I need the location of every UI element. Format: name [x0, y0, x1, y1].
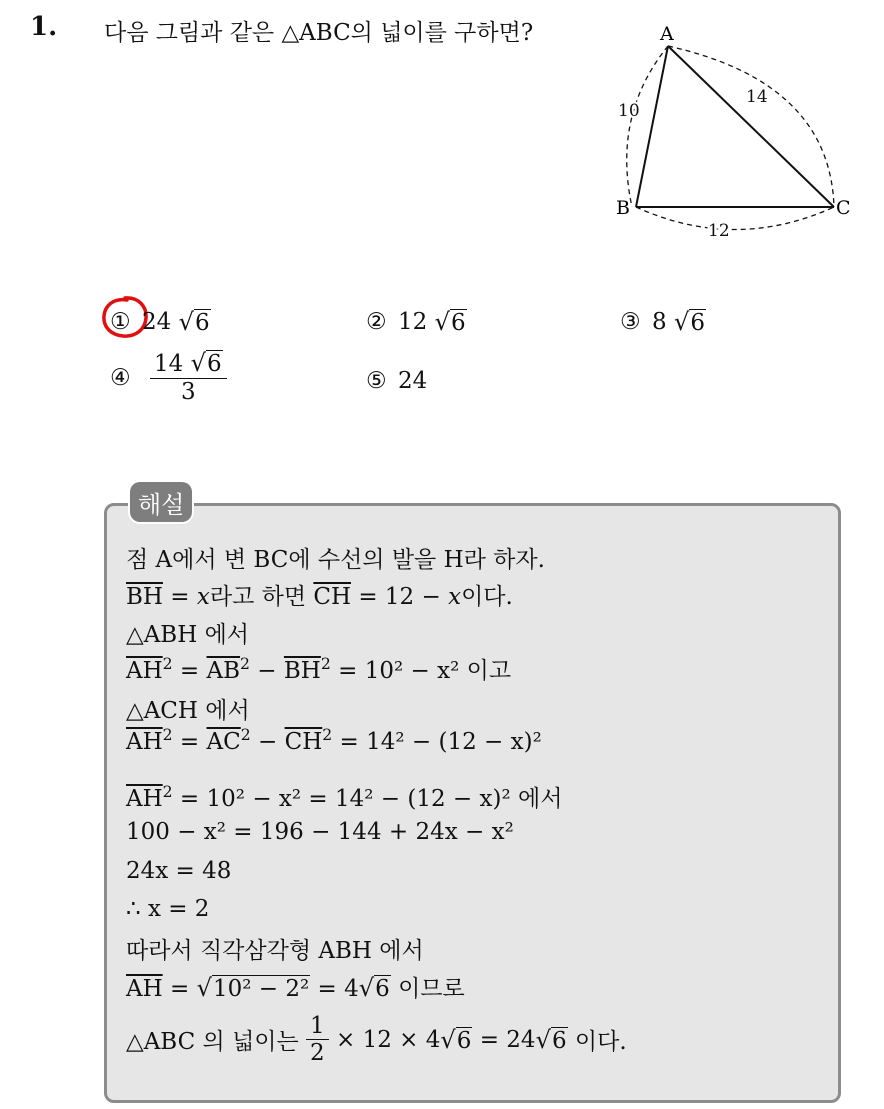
choice-2[interactable]: ② 12 √6 [366, 308, 466, 336]
l4-ah: $\overline{AH}$ [126, 658, 163, 684]
vertex-c-label: C [836, 197, 851, 219]
side-ab-label: 10 [618, 101, 640, 121]
l4-tail: = 10² − x² 이고 [330, 658, 512, 684]
solution-tag: 해설 [130, 482, 192, 522]
l13-mid2: = 24 [472, 1026, 536, 1053]
segment-bh: $\overline{BH}$ [126, 584, 163, 610]
solution-line-10: ∴ x = 2 [126, 896, 210, 922]
solution-line-7: $\overline{AH}^2 = 10^2 - x^2 = 14^2 - (12 - x)^2$ 에서 [126, 782, 563, 812]
l13-radicand: 6 [456, 1027, 472, 1054]
l6-tail: = 14² − (12 − x)² [332, 729, 542, 755]
choice-1-coef: 24 [142, 309, 172, 335]
l13-mid: × 12 × 4 [328, 1026, 441, 1053]
choice-4-denominator: 3 [180, 378, 196, 405]
solution-line-13: △ABC 의 넓이는 $\frac{1}{2}$ × 12 × 4 √6 = 24 √6 이다. [126, 1013, 627, 1067]
l6-ah: $\overline{AH}$ [126, 729, 163, 755]
l13-radicand-2: 6 [551, 1027, 567, 1054]
choice-1[interactable]: ① 24 √6 [110, 308, 210, 336]
l4-bh: $\overline{BH}$ [283, 658, 321, 684]
vertex-b-label: B [616, 197, 630, 219]
choice-1-mark: ① [110, 309, 131, 335]
solution-line-3: △ABH 에서 [126, 622, 250, 648]
choice-5-mark: ⑤ [366, 368, 387, 394]
l4-ab: $\overline{AB}$ [206, 658, 241, 684]
l13-end: 이다. [567, 1029, 627, 1056]
choice-4-mark: ④ [110, 364, 131, 391]
choice-3-radicand: 6 [690, 310, 705, 336]
l12-end: 이므로 [390, 976, 465, 1002]
choice-2-radicand: 6 [450, 310, 466, 336]
l12-radicand: 10² − 2² [212, 976, 310, 1002]
solution-line-12: $\overline{AH} = √10^2 - 2^2 = 4√6$ 이므로 [126, 974, 465, 1002]
segment-ch: $\overline{CH}$ [313, 584, 352, 610]
l2-eq: = [162, 584, 197, 610]
l7-tail: = 10² − x² = 14² − (12 − x)² 에서 [172, 786, 563, 812]
question-number: 1. [30, 12, 58, 42]
l7-ah: $\overline{AH}$ [126, 786, 163, 812]
choice-1-radicand: 6 [194, 310, 210, 336]
l12-ah: $\overline{AH}$ [126, 976, 163, 1002]
side-ac-label: 14 [746, 87, 768, 107]
choice-4[interactable] [110, 350, 227, 405]
l13-start: △ABC 의 넓이는 [126, 1029, 307, 1056]
l12-mid: = 4 [310, 976, 359, 1002]
solution-line-11: 따라서 직각삼각형 ABH 에서 [126, 938, 424, 964]
l13-fraction [306, 1013, 329, 1067]
l2-text: 라고 하면 [209, 584, 314, 610]
l13-den: 2 [310, 1040, 325, 1067]
l12-radicand-2: 6 [375, 976, 390, 1002]
solution-line-6: $\overline{AH}^2 = \overline{AC}^2 - \overline{CH}^2 = 14^2 - (12 - x)^2$ [126, 725, 542, 755]
triangle-figure [600, 20, 860, 250]
l2-x2: x [448, 584, 462, 610]
solution-line-5: △ACH 에서 [126, 698, 250, 724]
solution-line-8: 100 − x² = 196 − 144 + 24x − x² [126, 819, 514, 845]
l2-x: x [196, 584, 210, 610]
l6-ch: $\overline{CH}$ [284, 729, 323, 755]
solution-line-4: $\overline{AH}^2 = \overline{AB}^2 - \overline{BH}^2 = 10^2 - x^2$ 이고 [126, 654, 512, 684]
choice-5-text: 24 [398, 368, 428, 394]
choice-3-coef: 8 [652, 309, 667, 335]
solution-line-1: 점 A에서 변 BC에 수선의 발을 H라 하자. [126, 547, 545, 573]
choice-3-mark: ③ [620, 309, 641, 335]
question-text: 다음 그림과 같은 △ABC의 넓이를 구하면? [104, 20, 534, 46]
choice-4-num-coef: 14 [154, 351, 184, 377]
solution-line-9: 24x = 48 [126, 858, 232, 884]
l6-ac: $\overline{AC}$ [206, 729, 241, 755]
l12-eq: = [162, 976, 197, 1002]
choice-5[interactable] [366, 368, 427, 394]
choice-2-coef: 12 [398, 309, 428, 335]
choice-2-mark: ② [366, 309, 387, 335]
l2-end: 이다. [461, 584, 513, 610]
l13-num: 1 [306, 1013, 329, 1040]
choice-4-fraction: $\frac{14 √6}{3}$ [150, 350, 227, 405]
choice-4-radicand: 6 [206, 351, 222, 377]
side-bc-label: 12 [708, 221, 730, 241]
solution-line-2 [126, 578, 513, 611]
choice-3[interactable]: ③ 8 √6 [620, 308, 705, 336]
l2-expr: = 12 − [351, 584, 449, 610]
vertex-a-label: A [660, 23, 674, 45]
